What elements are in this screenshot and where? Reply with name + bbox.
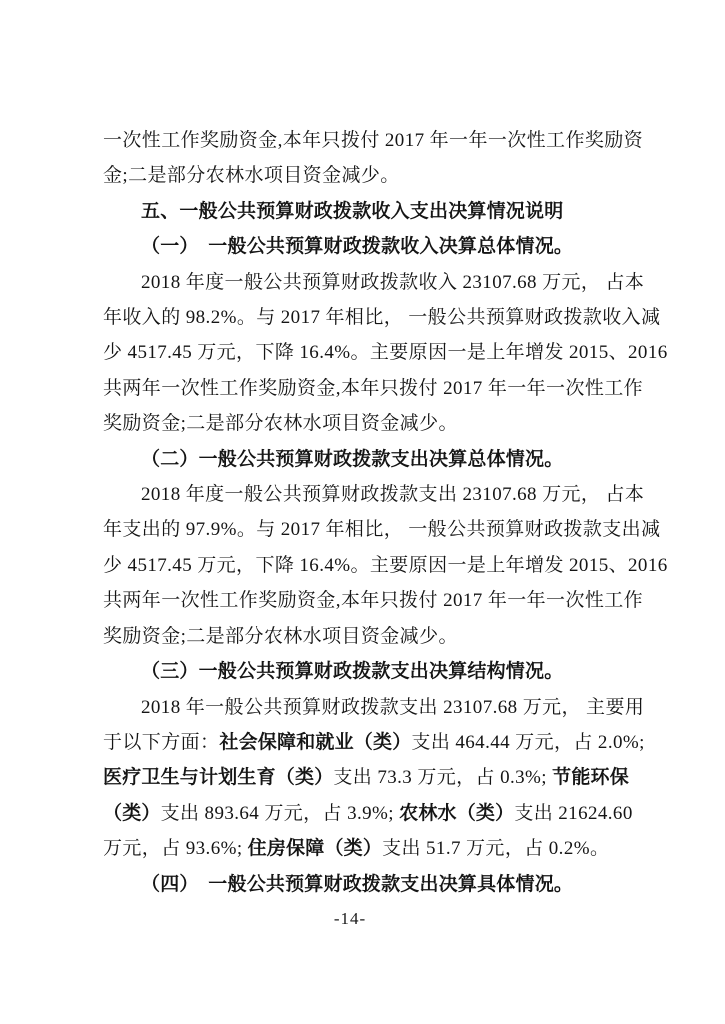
bold-text-segment: （类） [103, 802, 161, 824]
body-text-line [103, 690, 663, 725]
text-segment: 金;二是部分农林水项目资金减少。 [103, 165, 400, 187]
body-text-line [103, 583, 663, 618]
text-segment: 一次性工作奖励资金,本年只拨付 2017 年一年一次性工作奖励资 [103, 130, 644, 151]
text-segment: 2018 年度一般公共预算财政拨款收入 23107.68 万元， 占本 [141, 271, 645, 293]
bold-text-segment: 住房保障（类） [247, 838, 383, 860]
body-text-line [103, 512, 663, 547]
page-number: -14- [333, 908, 367, 928]
body-text-line [103, 158, 663, 193]
text-segment: 共两年一次性工作奖励资金,本年只拨付 2017 年一年一次性工作 [103, 377, 644, 399]
text-segment: 支出 21624.60 [514, 802, 633, 824]
bold-text-segment: 节能环保 [552, 767, 629, 789]
text-segment: 支出 464.44 万元，占 2.0%; [411, 731, 645, 753]
body-text-line [103, 123, 663, 158]
body-text-line [103, 619, 663, 654]
bold-text-segment: （二）一般公共预算财政拨款支出决算总体情况。 [141, 448, 564, 470]
text-segment: 于以下方面： [103, 731, 220, 753]
section-heading-line [103, 229, 663, 264]
body-text-line [103, 406, 663, 441]
section-heading-line [103, 654, 663, 689]
body-text-line [103, 371, 663, 406]
bold-text-segment: 社会保障和就业（类） [219, 731, 412, 753]
bold-text-segment: （三）一般公共预算财政拨款支出决算结构情况。 [141, 661, 564, 683]
body-text-line [103, 760, 663, 795]
body-text-line [103, 548, 668, 583]
bold-text-segment: （一） 一般公共预算财政拨款收入决算总体情况。 [141, 236, 574, 258]
body-text-line [103, 300, 663, 335]
text-segment: 2018 年一般公共预算财政拨款支出 23107.68 万元， 主要用 [141, 696, 645, 718]
text-segment: 少 4517.45 万元，下降 16.4%。主要原因一是上年增发 2015、2016 [103, 554, 668, 576]
text-segment: 少 4517.45 万元，下降 16.4%。主要原因一是上年增发 2015、2016 [103, 342, 668, 364]
body-text-line [103, 831, 663, 866]
document-body [103, 123, 668, 929]
text-segment: 奖励资金;二是部分农林水项目资金减少。 [103, 625, 458, 647]
body-text-line [103, 335, 668, 370]
text-segment: 支出 893.64 万元，占 3.9%; [160, 802, 400, 824]
section-heading-line [103, 442, 663, 477]
text-segment: 年收入的 98.2%。与 2017 年相比， 一般公共预算财政拨款收入减 [103, 307, 661, 329]
bold-text-segment: （四） 一般公共预算财政拨款支出决算具体情况。 [141, 873, 574, 895]
text-segment: 年支出的 97.9%。与 2017 年相比， 一般公共预算财政拨款支出减 [103, 519, 661, 541]
section-heading-line [103, 194, 663, 229]
bold-text-segment: 农林水（类） [399, 802, 515, 824]
body-text-line [103, 477, 663, 512]
body-text-line [103, 725, 663, 760]
bold-text-segment: 医疗卫生与计划生育（类） [103, 767, 334, 789]
section-heading-line [103, 867, 663, 902]
text-segment: 奖励资金;二是部分农林水项目资金减少。 [103, 413, 458, 435]
text-segment: 共两年一次性工作奖励资金,本年只拨付 2017 年一年一次性工作 [103, 590, 644, 612]
body-text-line [103, 265, 663, 300]
text-segment: 支出 51.7 万元，占 0.2%。 [382, 838, 610, 860]
bold-text-segment: 五、一般公共预算财政拨款收入支出决算情况说明 [141, 200, 564, 222]
text-segment: 支出 73.3 万元，占 0.3%; [333, 767, 553, 789]
body-text-line [103, 796, 663, 831]
text-segment: 万元，占 93.6%; [103, 838, 248, 860]
text-segment: 2018 年度一般公共预算财政拨款支出 23107.68 万元， 占本 [141, 484, 645, 506]
